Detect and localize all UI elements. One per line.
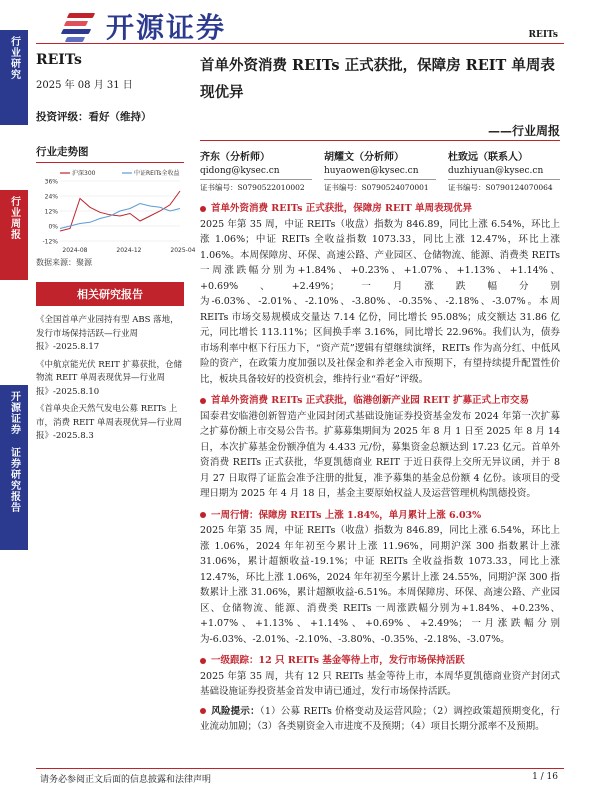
stripe-research-report: 开源证券 证券研究报告 bbox=[0, 385, 28, 550]
section-heading: 一级跟踪：12 只 REITs 基金等待上市，发行市场保持活跃 bbox=[200, 653, 560, 669]
trend-chart-label: 行业走势图 bbox=[36, 144, 184, 163]
related-reports-header: 相关研究报告 bbox=[36, 282, 184, 306]
analyst-name: 齐东（分析师） bbox=[200, 152, 270, 163]
x-tick-label: 2024-08 bbox=[62, 247, 88, 254]
y-tick-label: 36% bbox=[44, 178, 58, 186]
side-stripe bbox=[0, 0, 28, 800]
report-body bbox=[200, 195, 560, 735]
bullet-icon bbox=[200, 708, 206, 714]
header-divider bbox=[36, 43, 564, 44]
analyst-cert: 证书编号：S0790524070001 bbox=[324, 179, 436, 193]
footer-disclaimer[interactable]: 请务必参阅正文后面的信息披露和法律声明 bbox=[40, 775, 212, 785]
y-tick-label: 24% bbox=[44, 193, 58, 201]
related-reports-list bbox=[36, 314, 184, 444]
page-number: 1 / 16 bbox=[532, 772, 558, 782]
bullet-icon bbox=[200, 512, 206, 518]
brand-name: 开源证券 bbox=[106, 11, 227, 44]
title-divider bbox=[200, 140, 560, 141]
related-report-item[interactable]: 《中航京能光伏 REIT 扩募获批，仓储物流 REIT 单周表现优异—行业周报》-2025.8.10 bbox=[36, 359, 183, 397]
stripe-weekly-report: 行业周报 bbox=[0, 190, 28, 280]
section-heading: 首单外资消费 REITs 正式获批，临港创新产业园 REIT 扩募正式上市交易 bbox=[200, 393, 560, 409]
report-subtitle: ——行业周报 bbox=[487, 124, 560, 138]
footer-divider bbox=[36, 768, 564, 769]
y-tick-label: 0% bbox=[48, 223, 58, 231]
analyst-card bbox=[200, 148, 312, 193]
analyst-email[interactable]: qidong@kysec.cn bbox=[200, 166, 280, 176]
analyst-block bbox=[200, 148, 560, 193]
analyst-cert: 证书编号：S0790124070064 bbox=[448, 179, 560, 193]
legend-label: 中证REITs全收益 bbox=[134, 170, 180, 177]
analyst-card bbox=[324, 148, 436, 193]
x-tick-label: 2025-04 bbox=[170, 247, 196, 254]
analyst-name: 胡耀文（分析师） bbox=[324, 152, 404, 163]
trend-chart bbox=[36, 167, 196, 255]
left-column bbox=[36, 52, 196, 448]
report-title: 首单外资消费 REITs 正式获批，保障房 REIT 单周表现优异 bbox=[200, 57, 555, 101]
analyst-email[interactable]: duzhiyuan@kysec.cn bbox=[448, 166, 544, 176]
analyst-card bbox=[448, 148, 560, 193]
legend-label: 沪深300 bbox=[72, 170, 96, 177]
header-category-tag: REITs bbox=[528, 30, 558, 40]
x-tick-label: 2024-12 bbox=[116, 247, 142, 254]
stripe-industry-research: 行业研究 bbox=[0, 30, 28, 125]
bullet-icon bbox=[200, 398, 206, 404]
related-report-item[interactable]: 《全国首单产业园持有型 ABS 落地，发行市场保持活跃—行业周报》-2025.8.17 bbox=[36, 315, 179, 352]
analyst-email[interactable]: huyaowen@kysec.cn bbox=[324, 166, 419, 176]
y-tick-label: -12% bbox=[42, 238, 58, 246]
section-paragraph: 2025 年第 35 周，共有 12 只 REITs 基金等待上市，本周华夏凯德商业资产封闭式基础设施证券投资基金首发申请已通过，发行市场保持活跃。 bbox=[200, 670, 560, 697]
section-paragraph: 2025 年第 35 周，中证 REITs（收盘）指数为 846.89，同比上涨 6.54%，环比上涨 1.06%，2024 年年初至今累计上涨 11.96%，同期沪深 300 指数累计上涨 31.06%，累计超额收益-19.1%；中证 REITs 全收益指数 1073.33，同比上涨 12.47%，环比上涨 1.06%，2024 年年初至今累计上涨 24.55%，同期沪深 300 指数累计上涨 31.06%，累计超额收益-6.51%。本周保障房、环保、高速公路、产业园区、仓储物流、能源、消费类 REITs 一周涨跌幅分别为+1.84%、+0.23%、+1.07%、+1.13%、+1.14%、+0.69%、+2.49%；一月涨跌幅分别为-6.03%、-2.01%、-2.10%、-3.80%、-0.35%、-2.18%、-3.07%。 bbox=[200, 525, 560, 645]
logo-icon bbox=[62, 9, 100, 43]
brand-logo bbox=[62, 6, 226, 46]
trend-chart-svg bbox=[36, 167, 196, 255]
risk-warning: 风险提示：（1）公募 REITs 价格变动及运营风险；（2）调控政策超预期变化，行业流动加剧；（3）各类剔资金入市进度不及预期；（4）项目长期分派率不及预期。 bbox=[200, 705, 560, 732]
bullet-icon bbox=[200, 658, 206, 664]
section-paragraph: 国泰君安临港创新智造产业园封闭式基础设施证券投资基金发布 2024 年第一次扩募之扩募份额上市交易公告书。扩募募集期间为 2025 年 8 月 1 日至 2025 年 8 月 14 日，本次扩募基金份额净值为 4.433 元/份，募集资金总额达到 17.23 亿元。首单外资消费 REITs 正式获批，华夏凯德商业 REIT 于近日获得上交所无异议函，并于 8 月 27 日取得了证监会准予注册的批复，准予募集的基金总份额 4 亿份。该项目的受理日期为 2025 年 4 月 18 日，基金主要原始权益人及运营管理机构凯德投资。 bbox=[200, 410, 560, 499]
analyst-cert: 证书编号：S0790522010002 bbox=[200, 179, 312, 193]
investment-rating: 投资评级：看好（维持） bbox=[36, 111, 152, 123]
report-date: 2025 年 08 月 31 日 bbox=[36, 80, 133, 91]
data-source: 数据来源：聚源 bbox=[36, 258, 92, 267]
bullet-icon bbox=[200, 206, 206, 212]
y-tick-label: 12% bbox=[44, 208, 58, 216]
section-heading: 首单外资消费 REITs 正式获批，保障房 REIT 单周表现优异 bbox=[200, 201, 560, 217]
analyst-name: 杜致远（联系人） bbox=[448, 152, 528, 163]
section-paragraph: 2025 年第 35 周，中证 REITs（收盘）指数为 846.89，同比上涨 6.54%，环比上涨 1.06%；中证 REITs 全收益指数 1073.33，同比上涨 12.47%，环比上涨 1.06%。本周保障房、环保、高速公路、产业园区、仓储物流、能源、消费类 REITs 一周涨跌幅分别为+1.84%、+0.23%、+1.07%、+1.13%、+1.14%、+0.69%、+2.49%；一月涨跌幅分别为-6.03%、-2.01%、-2.10%、-3.80%、-0.35%、-2.18%、-3.07%。本周 REITs 市场交易规模成交量达 7.14 亿份，同比增长 95.08%；成交额达 31.86 亿元，同比增长 113.11%；区间换手率 3.16%，同比增长 22.96%。我们认为，债券市场利率中枢下行压力下，“资产荒”逻辑有望继续演绎，REITs 作为高分红、中低风险的资产，在政策力度加强以及社保金和养老金入市预期下，有望持续提升配置性价比，板块具备较好的投资机会，维持行业“看好”评级。 bbox=[200, 218, 560, 385]
related-report-item[interactable]: 《首单央企天然气发电公募 REITs 上市，消费 REIT 单周表现优异—行业周报》-2025.8.3 bbox=[36, 404, 183, 441]
report-type: REITs bbox=[36, 52, 82, 68]
section-heading: 一周行情：保障房 REITs 上涨 1.84%，单月累计上涨 6.03% bbox=[200, 508, 560, 524]
